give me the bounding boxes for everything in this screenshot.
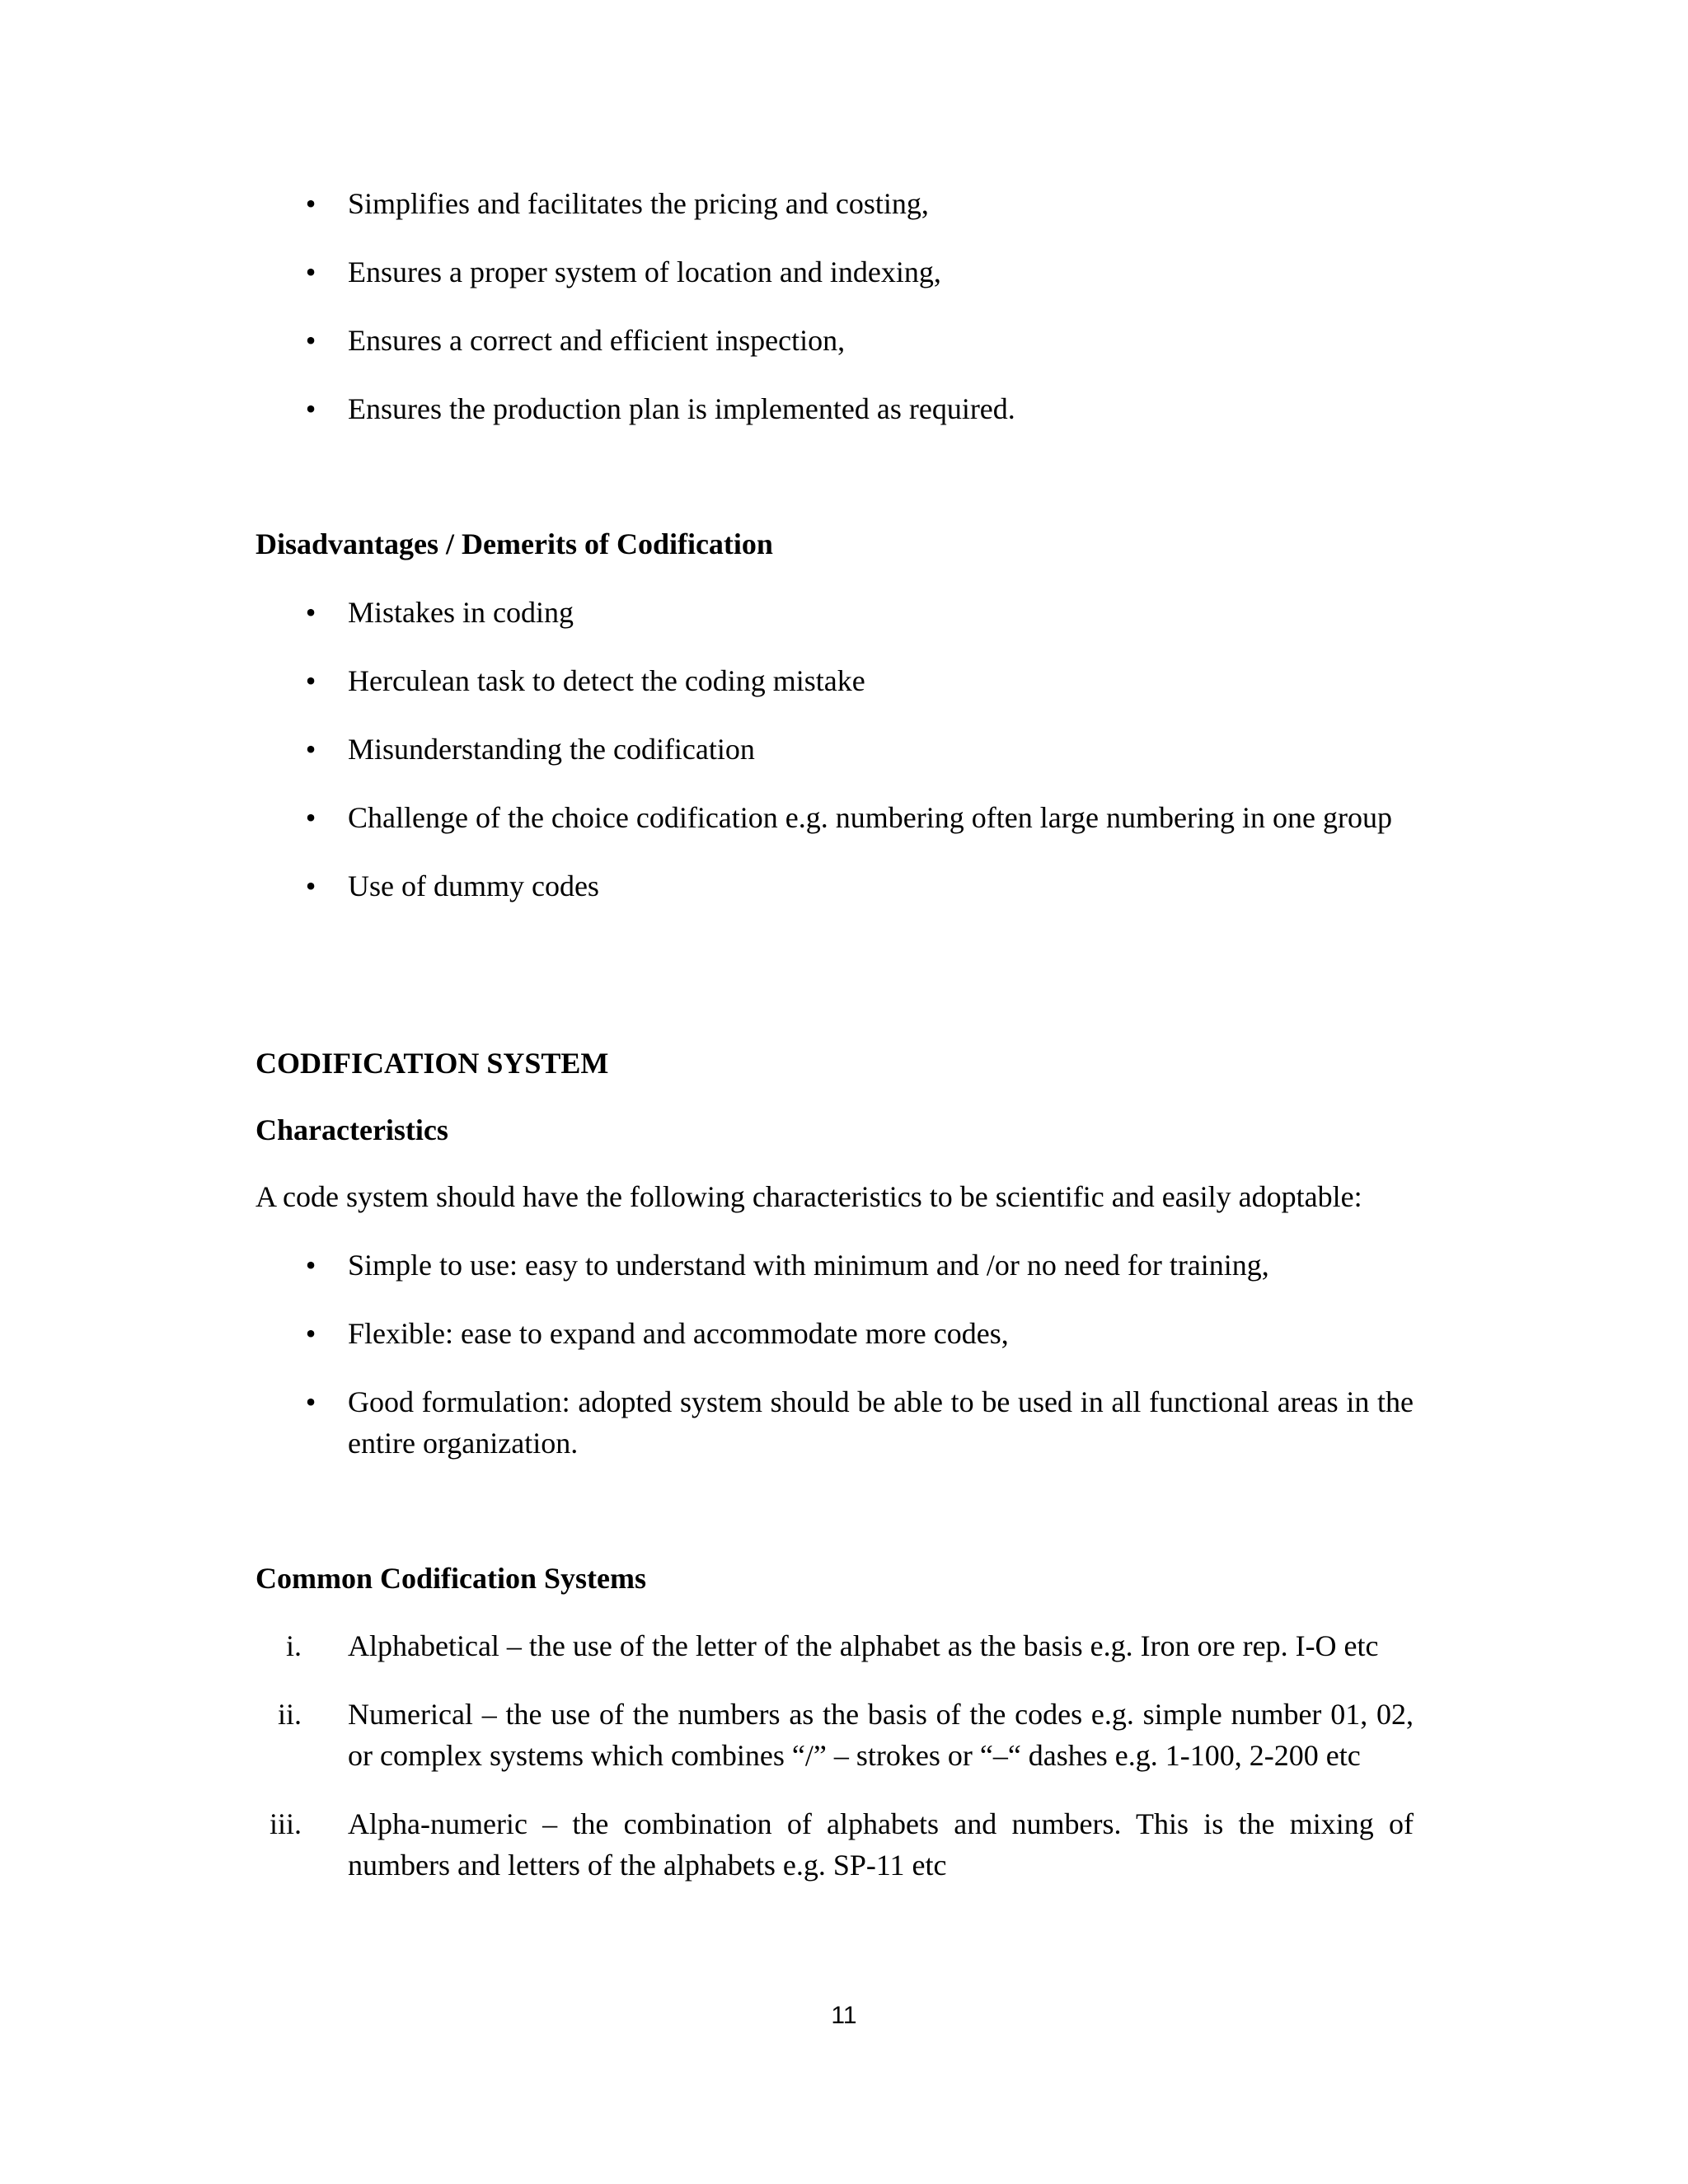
characteristics-list [256,1244,1414,1491]
codification-system-heading-block [256,1043,1414,1084]
bullet-icon: • [305,392,316,425]
disadvantages-heading-block [256,523,1414,565]
characteristics-intro: A code system should have the following characteristics to be scientific and easily adoptable: [256,1180,1362,1213]
common-systems-list [256,1625,1414,1913]
list-item: • Ensures a correct and efficient inspection, [256,320,1414,361]
page-number: 11 [831,2002,857,2029]
characteristics-intro-block [256,1176,1414,1217]
bullet-icon: • [305,1249,316,1282]
characteristics-heading: Characteristics [256,1113,448,1146]
list-item: • Ensures a proper system of location and indexing, [256,251,1414,293]
list-marker: ii. [277,1698,302,1731]
codification-system-heading: CODIFICATION SYSTEM [256,1047,609,1080]
list-item: • Mistakes in coding [256,592,1414,633]
list-item: iii. Alpha-numeric – the combination of alphabets and numbers. This is the mixing of numbers and letters of the alphabets e.g. SP-11 etc [256,1803,1414,1886]
list-item: • Good formulation: adopted system should be able to be used in all functional areas in the entire organization. [256,1381,1414,1464]
bullet-icon: • [305,801,316,834]
bullet-icon: • [305,664,316,697]
list-item: i. Alphabetical – the use of the letter of the alphabet as the basis e.g. Iron ore rep. I-O etc [256,1625,1414,1666]
disadvantages-heading: Disadvantages / Demerits of Codification [256,527,773,560]
list-item: • Use of dummy codes [256,865,1414,907]
list-item: • Simple to use: easy to understand with minimum and /or no need for training, [256,1244,1414,1286]
list-item: • Flexible: ease to expand and accommodate more codes, [256,1313,1414,1354]
advantages-list-continued [256,183,1414,457]
list-item: • Misunderstanding the codification [256,729,1414,770]
bullet-icon: • [305,733,316,766]
bullet-icon: • [305,1317,316,1350]
bullet-icon: • [305,255,316,288]
common-systems-heading: Common Codification Systems [256,1562,646,1595]
list-item: • Simplifies and facilitates the pricing and costing, [256,183,1414,224]
list-item: • Ensures the production plan is implemented as required. [256,388,1414,429]
list-marker: iii. [269,1807,302,1840]
bullet-icon: • [305,324,316,357]
bullet-icon: • [305,1385,316,1418]
bullet-icon: • [305,596,316,629]
bullet-icon: • [305,869,316,902]
list-item: • Herculean task to detect the coding mistake [256,660,1414,701]
list-marker: i. [285,1629,302,1662]
disadvantages-list [256,592,1414,934]
common-systems-heading-block [256,1558,1414,1599]
list-item: • Challenge of the choice codification e.g. numbering often large numbering in one group [256,797,1414,838]
bullet-icon: • [305,187,316,220]
list-item: ii. Numerical – the use of the numbers as the basis of the codes e.g. simple number 01, 02, or complex systems which combines “/” – strokes or “–“ dashes e.g. 1-100, 2-200 etc [256,1694,1414,1776]
characteristics-heading-block [256,1109,1414,1151]
